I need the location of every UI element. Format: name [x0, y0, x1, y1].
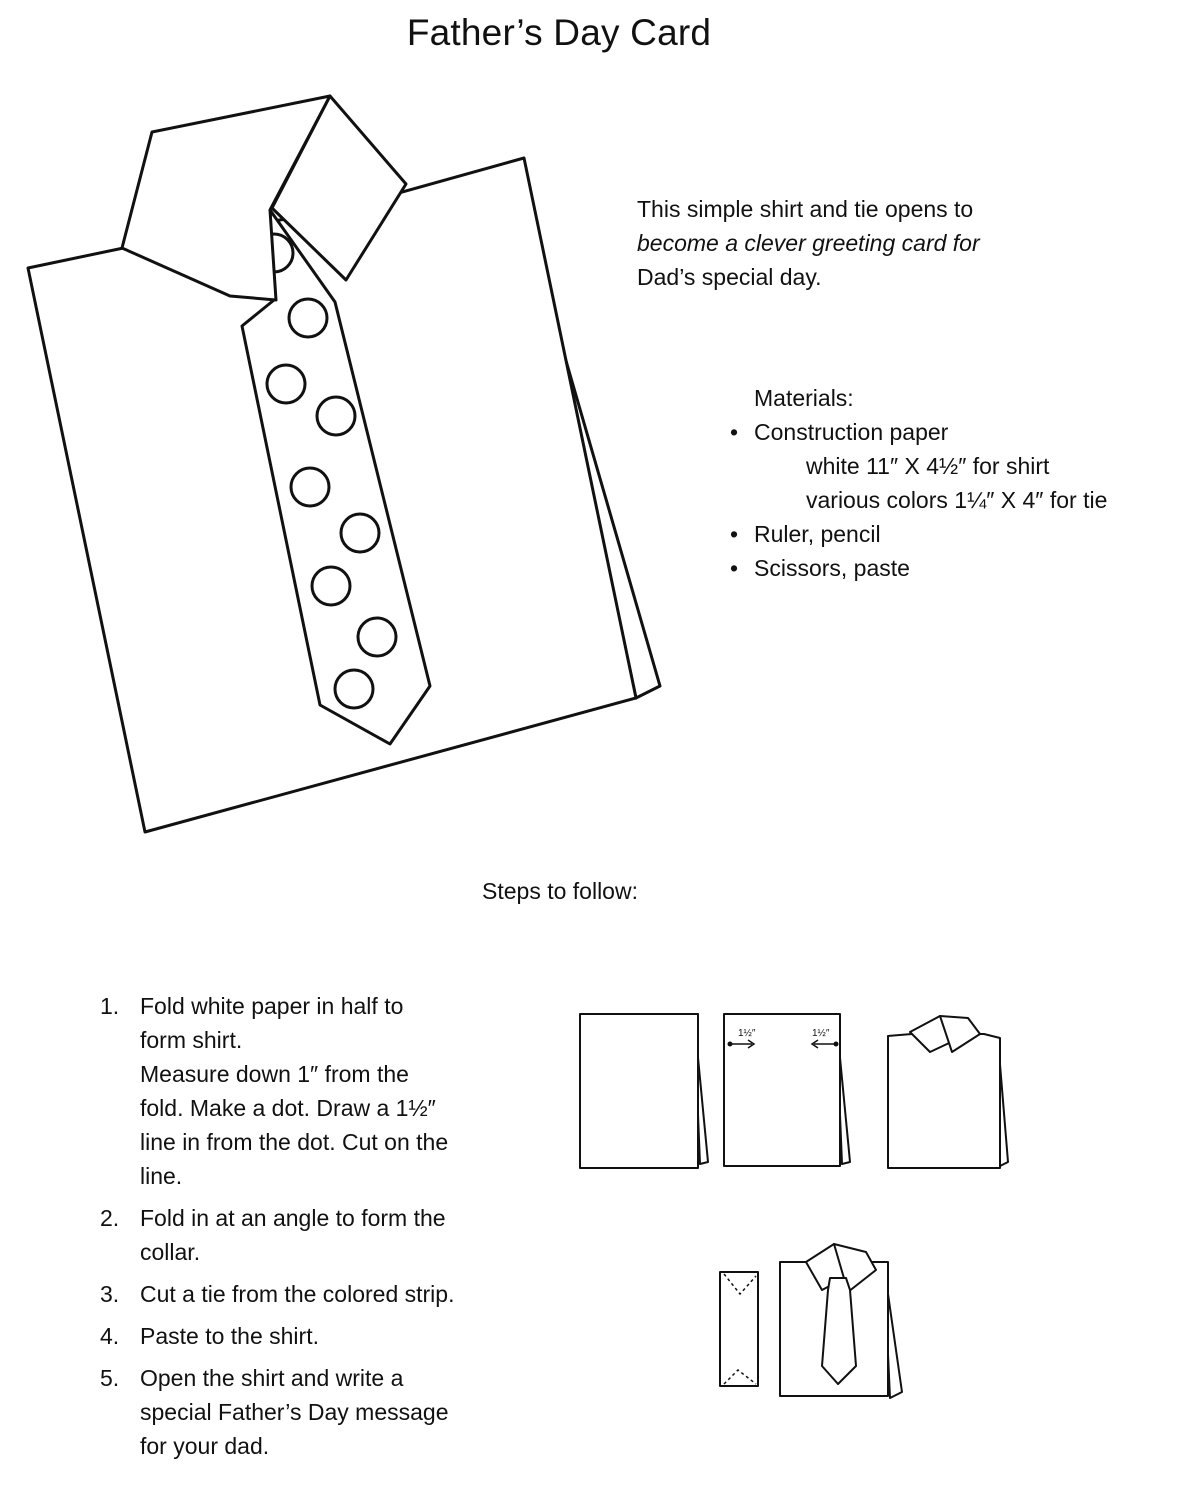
step-item [100, 1319, 520, 1353]
tie-dot [335, 670, 373, 708]
tie-dot [341, 514, 379, 552]
intro-line: This simple shirt and tie opens to [637, 196, 974, 222]
tie-dot [289, 299, 327, 337]
step-line: fold. Make a dot. Draw a 1½″ [140, 1095, 436, 1121]
materials-item: • Ruler, pencil [730, 517, 1190, 551]
materials-list [730, 381, 1190, 585]
step-line: for your dad. [140, 1433, 270, 1459]
step-diagram-collar [888, 1016, 1008, 1168]
step-line: line. [140, 1163, 183, 1189]
step-number: 1. [100, 993, 120, 1019]
step-number: 4. [100, 1323, 120, 1349]
step-item [100, 1361, 520, 1463]
materials-item: • Scissors, paste [730, 551, 1190, 585]
step-diagram-finished [780, 1244, 902, 1398]
step-line: Cut a tie from the colored strip. [140, 1281, 455, 1307]
measure-label-right: 1½″ [812, 1028, 830, 1039]
step-number: 5. [100, 1365, 120, 1391]
step-line: line in from the dot. Cut on the [140, 1129, 449, 1155]
tie-dot [291, 468, 329, 506]
materials-detail: white 11″ X 4½″ for shirt [806, 453, 1050, 479]
step-number: 2. [100, 1205, 120, 1231]
tie-dot [312, 567, 350, 605]
step-line: Fold in at an angle to form the [140, 1205, 446, 1231]
step-item [100, 1201, 520, 1269]
steps-list [100, 989, 520, 1471]
step-diagram-measure [724, 1014, 850, 1166]
intro-line: become a clever greeting card for [637, 230, 980, 256]
tie-dot [358, 618, 396, 656]
step-item [100, 1277, 520, 1311]
step-line: Measure down 1″ from the [140, 1061, 409, 1087]
step-line: form shirt. [140, 1027, 243, 1053]
tie-dot [267, 365, 305, 403]
step-diagram-fold [580, 1014, 708, 1168]
step-diagram-tie-strip [720, 1272, 758, 1386]
step-line: collar. [140, 1239, 201, 1265]
tie-dot [317, 397, 355, 435]
step-number: 3. [100, 1281, 120, 1307]
step-line: Fold white paper in half to [140, 993, 404, 1019]
page-title: Father’s Day Card [406, 12, 712, 53]
measure-label-left: 1½″ [738, 1028, 756, 1039]
step-line: special Father’s Day message [140, 1399, 449, 1425]
step-line: Paste to the shirt. [140, 1323, 319, 1349]
intro-line: Dad’s special day. [637, 264, 822, 290]
step-line: Open the shirt and write a [140, 1365, 404, 1391]
materials-detail: various colors 1¼″ X 4″ for tie [806, 487, 1108, 513]
materials-item: • Construction paper [730, 415, 1190, 449]
intro-text [637, 192, 1117, 294]
step-item [100, 989, 520, 1193]
materials-heading: Materials: [754, 385, 854, 411]
steps-heading: Steps to follow: [482, 878, 638, 904]
